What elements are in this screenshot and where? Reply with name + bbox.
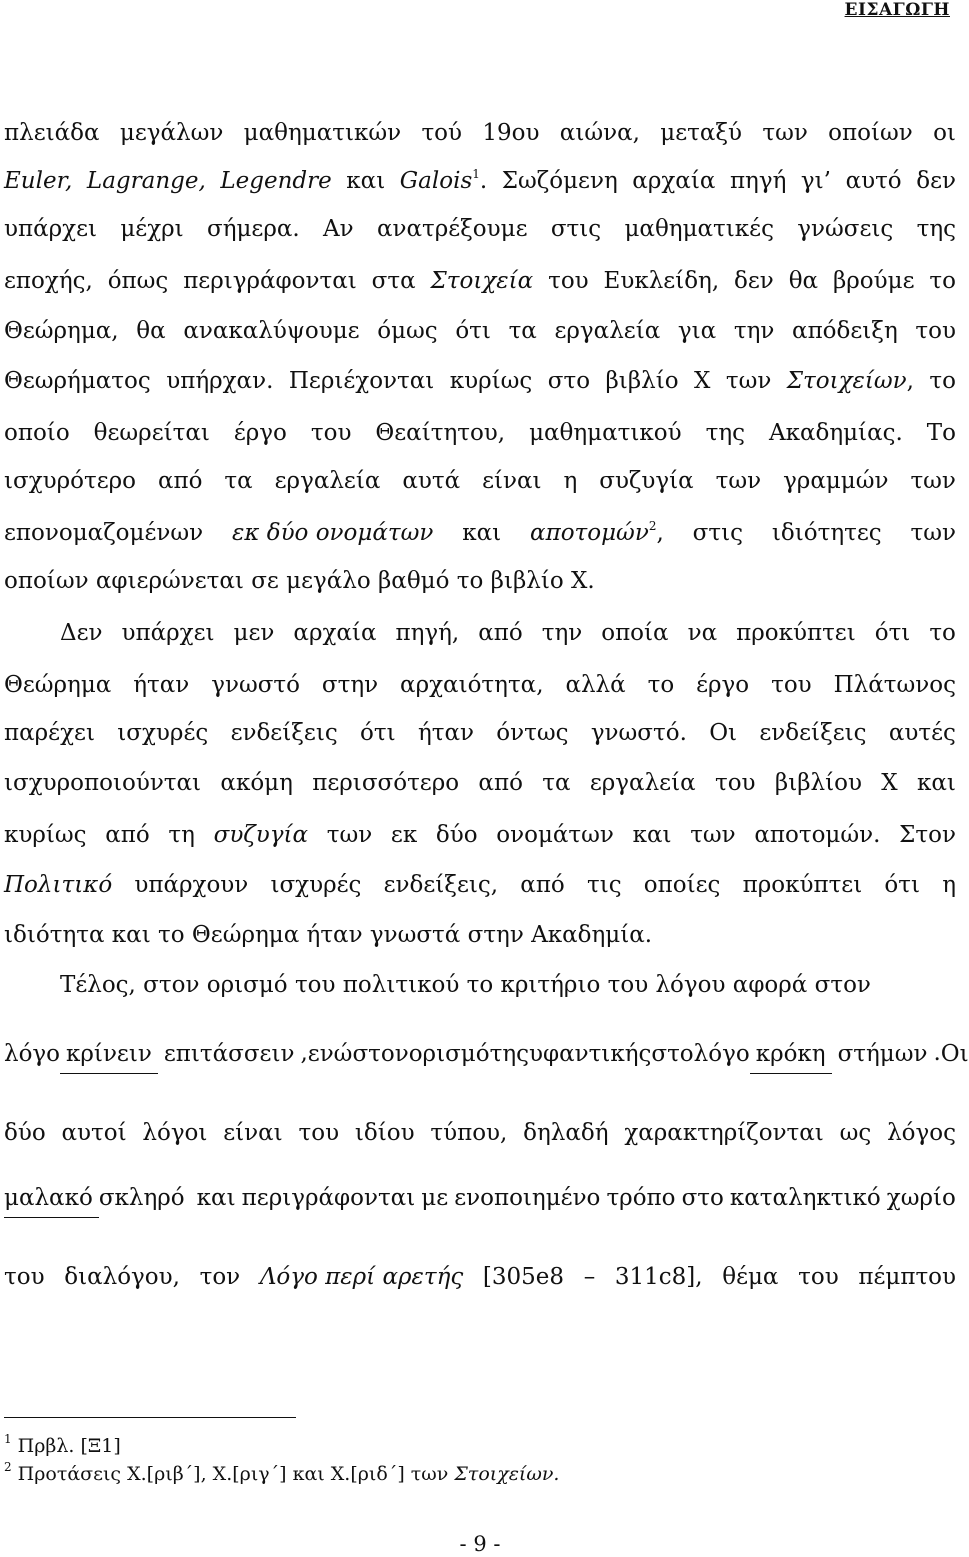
text-line: Τέλος, στον ορισμό του πολιτικού το κριτήριο του λόγου αφορά στον — [60, 972, 871, 998]
footnote-ref: 2 — [648, 519, 657, 533]
text-line: πλειάδα μεγάλων μαθηματικών τού 19ου αιώνα, μεταξύ των οποίων οι — [4, 120, 956, 146]
fraction: κρόκη στήμων — [750, 1035, 934, 1074]
text-line: δύο αυτοί λόγοι είναι του ιδίου τύπου, δηλαδή χαρακτηρίζονται ως λόγος — [4, 1120, 956, 1146]
text-line: οποίων αφιερώνεται σε μεγάλο βαθμό το βιβλίο X. — [4, 568, 595, 594]
text-line-with-fractions: λόγο κρίνειν επιτάσσειν , ενώ στον ορισμό της υφαντικής στο λόγο κρόκη στήμων . Οι — [4, 1022, 956, 1086]
text-line: ισχυροποιούνται ακόμη περισσότερο από τα εργαλεία του βιβλίου X και — [4, 770, 956, 796]
text-line: Πολιτικό υπάρχουν ισχυρές ενδείξεις, από τις οποίες προκύπτει ότι η — [4, 872, 956, 898]
running-header: ΕΙΣΑΓΩΓΗ — [844, 0, 950, 20]
fraction: μαλακό σκληρό — [4, 1179, 191, 1218]
footnote-ref: 1 — [472, 167, 480, 181]
footnote-separator — [4, 1417, 296, 1418]
text-line: παρέχει ισχυρές ενδείξεις ότι ήταν όντως γνωστό. Οι ενδείξεις αυτές — [4, 720, 956, 746]
text-line: Euler, Lagrange, Legendre και Galois$^1$. Σωζόμενη αρχαία πηγή γι’ αυτό δεν — [4, 167, 956, 194]
text-line: ιδιότητα και το Θεώρημα ήταν γνωστά στην Ακαδημία. — [4, 922, 653, 948]
text-line: Θεωρήματος υπήρχαν. Περιέχονται κυρίως στο βιβλίο X των Στοιχείων, το — [4, 368, 956, 394]
text-line: ισχυρότερο από τα εργαλεία αυτά είναι η συζυγία των γραμμών των — [4, 468, 956, 494]
text-line: Θεώρημα, θα ανακαλύψουμε όμως ότι τα εργαλεία για την απόδειξη του — [4, 318, 956, 344]
text-line: του διαλόγου, τον Λόγο περί αρετής [305e8 – 311c8], θέμα του πέμπτου — [4, 1264, 956, 1290]
text-line: υπάρχει μέχρι σήμερα. Αν ανατρέξουμε στις μαθηματικές γνώσεις της — [4, 216, 956, 242]
fraction: κρίνειν επιτάσσειν — [60, 1035, 300, 1074]
text-line: οποίο θεωρείται έργο του Θεαίτητου, μαθηματικού της Ακαδημίας. Το — [4, 420, 956, 446]
text-line: Δεν υπάρχει μεν αρχαία πηγή, από την οποία να προκύπτει ότι το — [60, 620, 956, 646]
page-number: - 9 - — [459, 1532, 501, 1556]
text-line: κυρίως από τη συζυγία των εκ δύο ονομάτων και των αποτομών. Στον — [4, 822, 956, 848]
footnote: $^2$ Προτάσεις X.[ριβ΄], X.[ριγ΄] και X.[ριδ΄] των Στοιχείων. — [4, 1460, 560, 1485]
footnote: $^1$ Πρβλ. [Ξ1] — [4, 1432, 121, 1457]
text-line: εποχής, όπως περιγράφονται στα Στοιχεία του Ευκλείδη, δεν θα βρούμε το — [4, 268, 956, 294]
text-line: Θεώρημα ήταν γνωστό στην αρχαιότητα, αλλά το έργο του Πλάτωνος — [4, 672, 956, 698]
text-line: επονομαζομένων εκ δύο ονομάτων και αποτομών$^2$, στις ιδιότητες των — [4, 519, 956, 546]
text-line-with-fraction: μαλακό σκληρό και περιγράφονται με ενοποιημένο τρόπο στο καταληκτικό χωρίο — [4, 1166, 956, 1230]
